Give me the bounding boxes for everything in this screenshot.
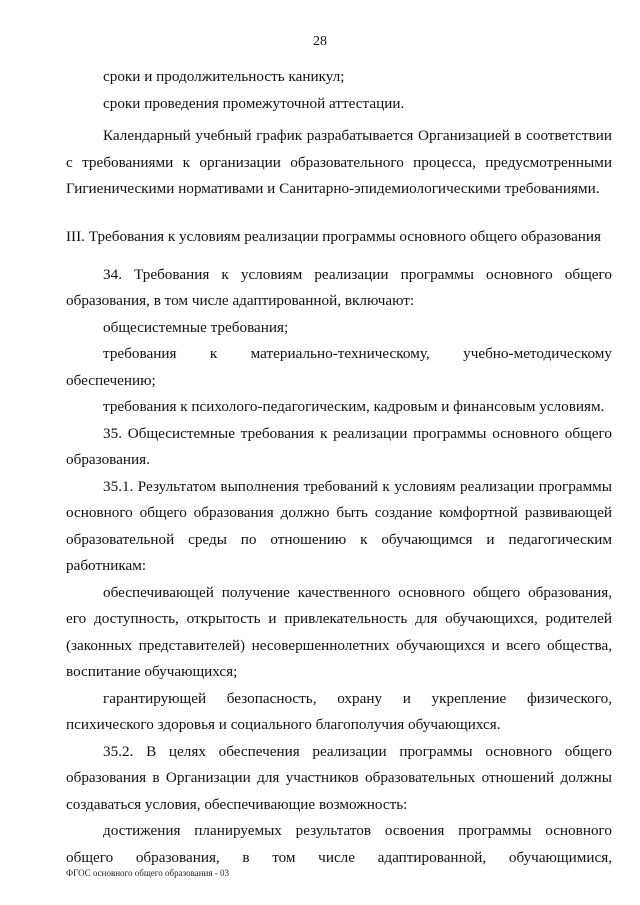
paragraph: 35.1. Результатом выполнения требований к условиям реализации программы основного общего образования должно быть создание комфортной развивающей образовательной среды по отношению к обучающимся и педагогическим работникам: (66, 477, 612, 574)
paragraph: 35. Общесистемные требования к реализации программы основного общего образования. (66, 424, 612, 468)
paragraph: общесистемные требования; (103, 318, 289, 336)
section-heading: III. Требования к условиям реализации программы основного общего образования (66, 227, 602, 245)
paragraph: Календарный учебный график разрабатывается Организацией в соответствии с требованиями к организации образовательного процесса, предусмотренными Гигиеническими нормативами и Санитарно-эпидемиологическими требованиями. (66, 127, 612, 197)
paragraph: гарантирующей безопасность, охрану и укрепление физического, психического здоровья и социального благополучия обучающихся. (66, 689, 612, 733)
document-body (66, 64, 612, 871)
paragraph: 34. Требования к условиям реализации программы основного общего образования, в том числе адаптированной, включают: (66, 265, 612, 309)
paragraph: сроки и продолжительность каникул; (103, 68, 345, 85)
footer-text: ФГОС основного общего образования - 03 (66, 868, 229, 878)
page-number: 28 (313, 34, 327, 49)
paragraph: требования к материально-техническому, учебно-методическому обеспечению; (66, 345, 612, 389)
paragraph: обеспечивающей получение качественного основного общего образования, его доступность, открытость и привлекательность для обучающихся, родителей (законных представителей) несовершеннолетних обучающихся и всего общества, воспитание обучающихся; (66, 583, 612, 680)
paragraph: требования к психолого-педагогическим, кадровым и финансовым условиям. (103, 398, 605, 415)
paragraph: достижения планируемых результатов освоения программы основного общего образования, в том числе адаптированной, обучающимися, (66, 822, 612, 866)
paragraph: 35.2. В целях обеспечения реализации программы основного общего образования в Организации для участников образовательных отношений должны создаваться условия, обеспечивающие возможность: (66, 742, 612, 813)
paragraph: сроки проведения промежуточной аттестации. (103, 94, 405, 112)
